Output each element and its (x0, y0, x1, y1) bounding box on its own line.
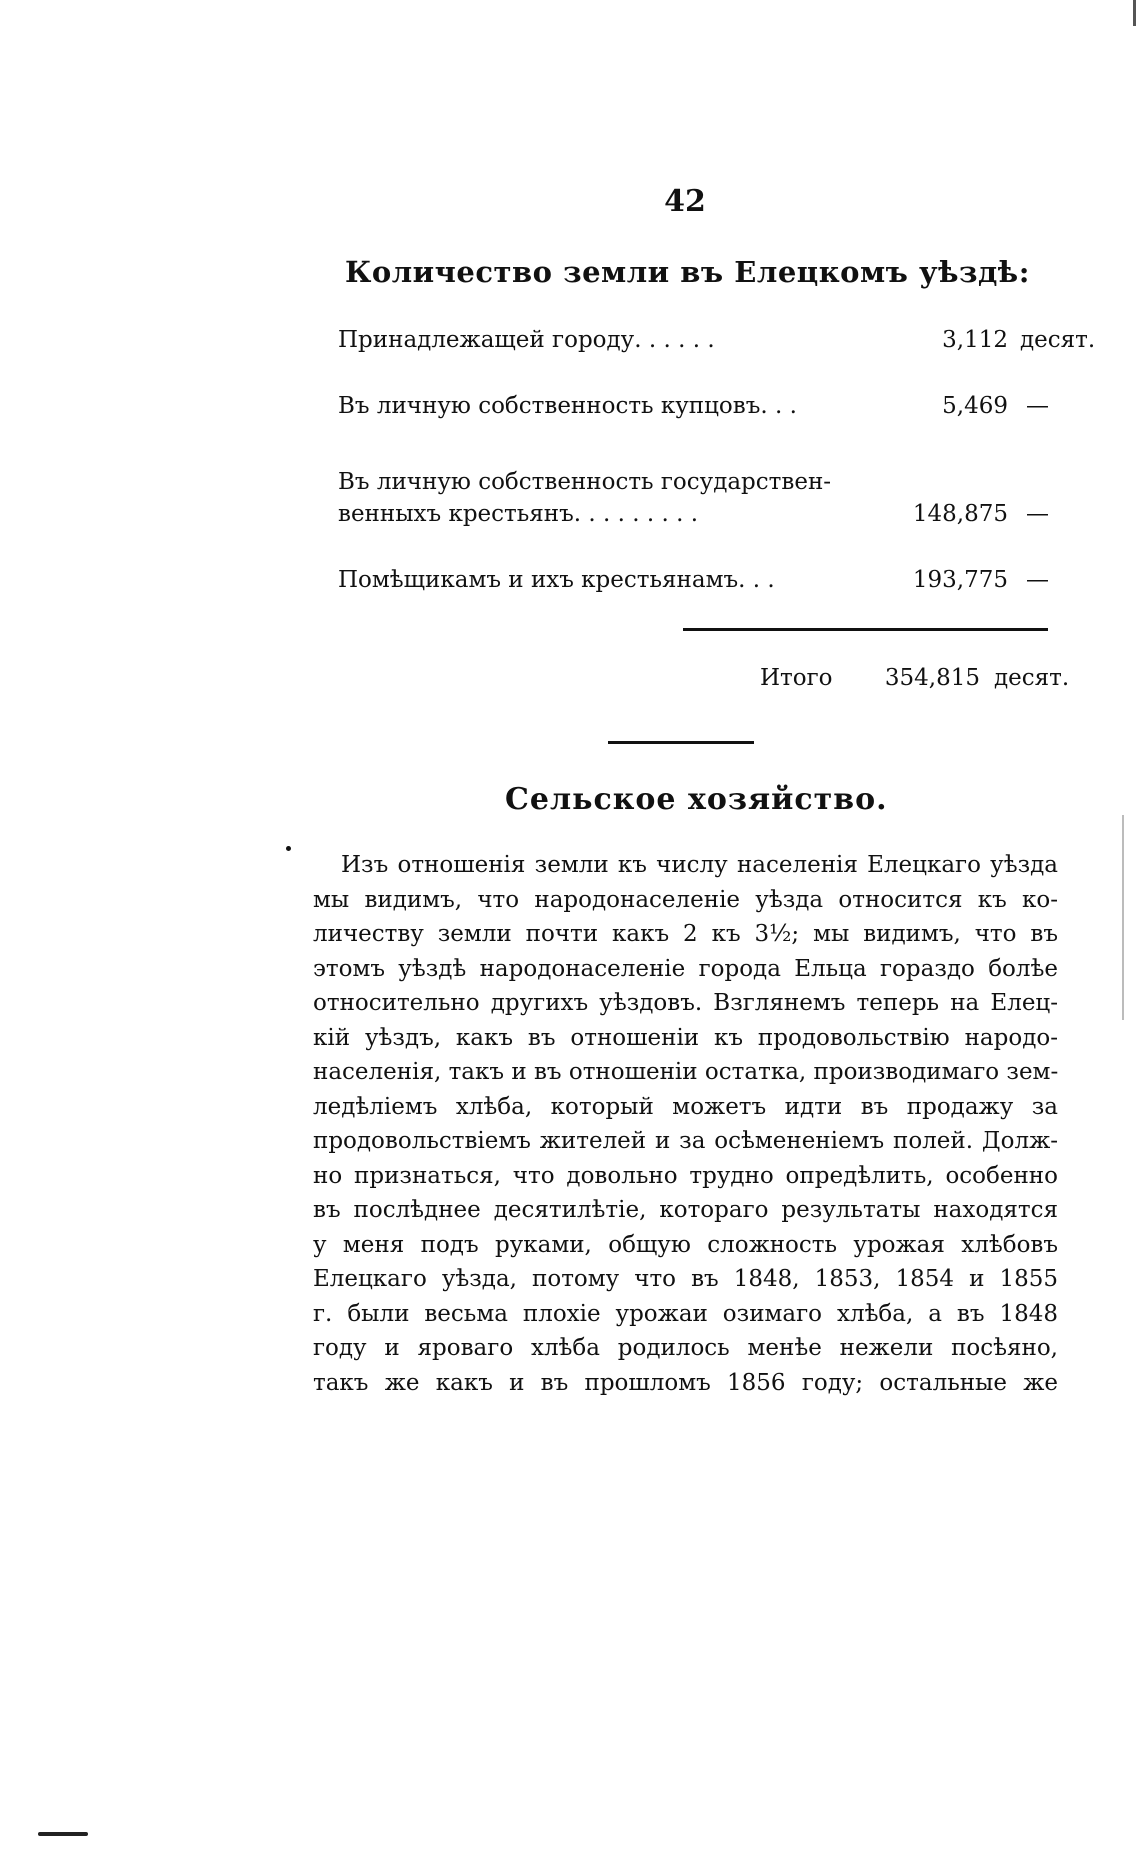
margin-mark (286, 846, 291, 851)
row-value: 5,469 (942, 393, 1008, 419)
paragraph-line: такъ же какъ и въ прошломъ 1856 году; остальные же (313, 1369, 1058, 1396)
paragraph-line: мы видимъ, что народонаселеніе уѣзда относится къ ко- (313, 886, 1058, 913)
paragraph-line: личеству земли почти какъ 2 къ 3½; мы видимъ, что въ (313, 921, 1058, 947)
paragraph-line: г. были весьма плохіе урожаи озимаго хлѣба, а въ 1848 (313, 1300, 1058, 1327)
scan-edge-mark (1133, 0, 1136, 26)
row-label: Помѣщикамъ и ихъ крестьянамъ. . . (338, 567, 775, 593)
paragraph-line: Елецкаго уѣзда, потому что въ 1848, 1853, 1854 и 1855 (313, 1266, 1058, 1292)
paragraph-line: въ послѣднее десятилѣтіе, котораго результаты находятся (313, 1197, 1058, 1223)
paragraph-line: но признаться, что довольно трудно опредѣлить, особенно (313, 1162, 1058, 1189)
total-row (760, 658, 1070, 698)
paragraph-line: ледѣліемъ хлѣба, который можетъ идти въ продажу за (313, 1093, 1058, 1120)
table-title: Количество земли въ Елецкомъ уѣздѣ: (345, 255, 1030, 289)
scan-side-line (1122, 815, 1124, 1020)
row-unit: — (1026, 393, 1049, 419)
paragraph-line: кій уѣздъ, какъ въ отношеніи къ продовольствію народо- (313, 1024, 1058, 1051)
row-value: 148,875 (912, 501, 1008, 527)
total-value: 354,815 (884, 665, 980, 691)
total-unit: десят. (994, 665, 1070, 691)
section-title: Сельское хозяйство. (505, 782, 888, 817)
paragraph-line: этомъ уѣздѣ народонаселеніе города Ельца гораздо болѣе (313, 955, 1058, 982)
sum-rule (683, 628, 1048, 631)
table-row (338, 386, 1058, 426)
row-label: венныхъ крестьянъ. . . . . . . . . (338, 501, 699, 527)
table-row (338, 560, 1058, 600)
body-paragraph (313, 848, 1058, 1400)
row-value: 193,775 (912, 567, 1008, 593)
margin-dash (38, 1832, 88, 1836)
total-label: Итого (760, 665, 833, 691)
row-unit: — (1026, 501, 1049, 527)
paragraph-line: году и яроваго хлѣба родилось менѣе нежели посѣяно, (313, 1335, 1058, 1361)
paragraph-line: Изъ отношенія земли къ числу населенія Елецкаго уѣзда (341, 852, 1058, 878)
page-number: 42 (664, 184, 706, 219)
row-label-line1: Въ личную собственность государствен- (338, 469, 832, 495)
paragraph-line: населенія, такъ и въ отношеніи остатка, производимаго зем- (313, 1059, 1059, 1085)
paragraph-line: относительно другихъ уѣздовъ. Взглянемъ теперь на Елец- (313, 990, 1058, 1016)
row-value: 3,112 (942, 327, 1008, 353)
row-unit: — (1026, 567, 1049, 593)
row-label: Въ личную собственность купцовъ. . . (338, 393, 797, 419)
row-label: Принадлежащей городу. . . . . . (338, 327, 715, 353)
table-row (338, 494, 1058, 534)
table-row (338, 320, 1096, 360)
section-divider (608, 741, 754, 744)
paragraph-line: у меня подъ руками, общую сложность урожая хлѣбовъ (313, 1231, 1058, 1258)
row-unit: десят. (1020, 327, 1096, 353)
paragraph-line: продовольствіемъ жителей и за осѣмененіемъ полей. Долж- (313, 1128, 1058, 1154)
